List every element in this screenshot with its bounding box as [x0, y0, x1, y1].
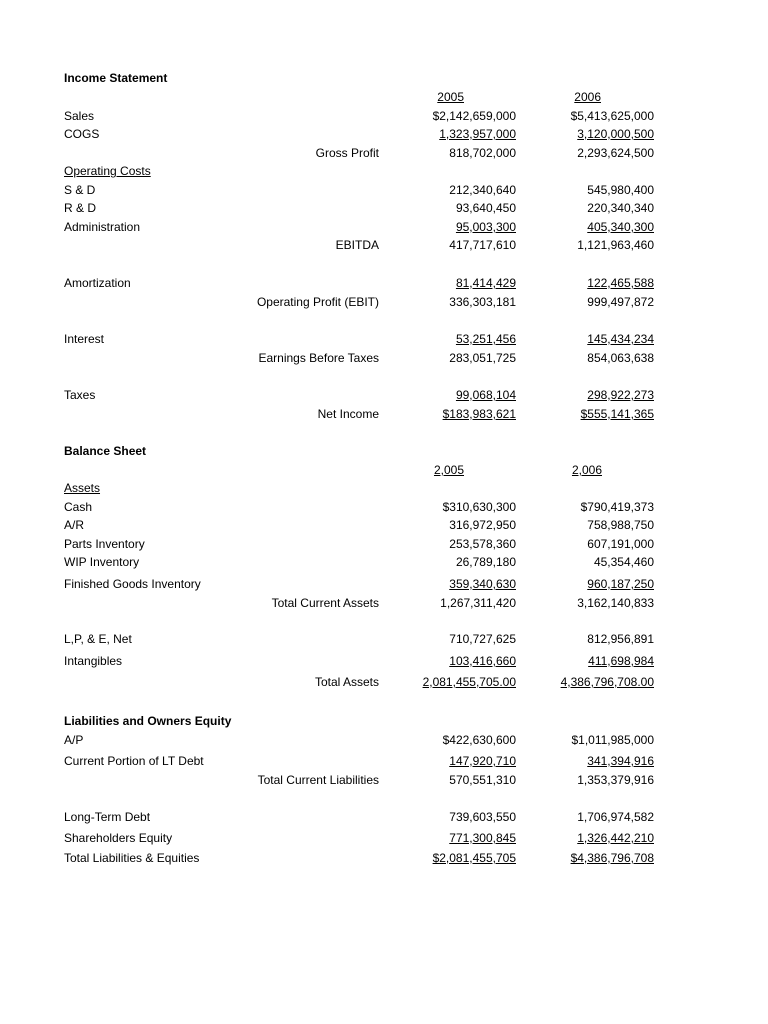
value-2005: 99,068,104 — [455, 388, 516, 402]
value-2006: 298,922,273 — [587, 388, 654, 402]
income-subtotal-row — [0, 350, 768, 366]
value-2006: $790,419,373 — [580, 500, 654, 514]
income-year-1: 2005 — [437, 90, 464, 104]
balance-total-row — [0, 850, 768, 866]
row-label: Intangibles — [64, 654, 123, 668]
row-label: Finished Goods Inventory — [64, 577, 201, 591]
balance-row — [0, 732, 768, 748]
balance-section-row — [0, 480, 768, 496]
balance-year-2: 2,006 — [571, 463, 602, 477]
value-2006: 405,340,300 — [587, 220, 654, 234]
value-2005: $183,983,621 — [442, 407, 516, 421]
section-label: Liabilities and Owners Equity — [64, 714, 232, 728]
value-2006: 220,340,340 — [587, 201, 654, 215]
value-2005: 2,081,455,705.00 — [422, 675, 516, 689]
row-label: A/P — [64, 733, 84, 747]
subtotal-label: Total Assets — [314, 675, 379, 689]
balance-row — [0, 753, 768, 769]
row-label: S & D — [64, 183, 96, 197]
value-2005: 771,300,845 — [449, 831, 516, 845]
subtotal-label: Gross Profit — [315, 146, 379, 160]
balance-row — [0, 499, 768, 515]
value-2006: 1,121,963,460 — [577, 238, 654, 252]
income-row — [0, 126, 768, 142]
value-2005: 253,578,360 — [449, 537, 516, 551]
subtotal-label: Operating Profit (EBIT) — [256, 295, 379, 309]
section-label: Assets — [64, 481, 101, 495]
income-subtotal-row — [0, 294, 768, 310]
row-label: L,P, & E, Net — [64, 632, 132, 646]
value-2006: 999,497,872 — [587, 295, 654, 309]
balance-row — [0, 631, 768, 647]
value-2006: 607,191,000 — [587, 537, 654, 551]
value-2006: 45,354,460 — [593, 555, 654, 569]
balance-total-row — [0, 674, 768, 690]
value-2005: 336,303,181 — [449, 295, 516, 309]
income-year-2: 2006 — [574, 90, 601, 104]
value-2005: 818,702,000 — [449, 146, 516, 160]
row-label: R & D — [64, 201, 97, 215]
income-subtotal-row — [0, 145, 768, 161]
row-label: Administration — [64, 220, 141, 234]
income-row — [0, 387, 768, 403]
income-section-row — [0, 163, 768, 179]
subtotal-label: Earnings Before Taxes — [258, 351, 379, 365]
value-2005: 283,051,725 — [449, 351, 516, 365]
row-label: Interest — [64, 332, 105, 346]
row-label: Current Portion of LT Debt — [64, 754, 204, 768]
value-2006: $555,141,365 — [580, 407, 654, 421]
balance-row — [0, 536, 768, 552]
value-2005: 147,920,710 — [449, 754, 516, 768]
value-2006: 145,434,234 — [587, 332, 654, 346]
value-2006: 1,353,379,916 — [577, 773, 654, 787]
value-2006: 122,465,588 — [587, 276, 654, 290]
row-label: Amortization — [64, 276, 131, 290]
value-2006: 1,706,974,582 — [577, 810, 654, 824]
value-2005: 359,340,630 — [449, 577, 516, 591]
row-label: Total Liabilities & Equities — [64, 851, 200, 865]
value-2006: $4,386,796,708 — [570, 851, 654, 865]
row-label: WIP Inventory — [64, 555, 140, 569]
balance-row — [0, 830, 768, 846]
value-2005: $2,142,659,000 — [432, 109, 516, 123]
income-row — [0, 219, 768, 235]
value-2005: 26,789,180 — [455, 555, 516, 569]
subtotal-label: Net Income — [317, 407, 379, 421]
value-2006: 3,162,140,833 — [577, 596, 654, 610]
value-2005: 570,551,310 — [449, 773, 516, 787]
value-2006: 812,956,891 — [587, 632, 654, 646]
balance-row — [0, 576, 768, 592]
value-2006: 4,386,796,708.00 — [560, 675, 654, 689]
balance-subtotal-row — [0, 772, 768, 788]
row-label: Parts Inventory — [64, 537, 145, 551]
value-2005: $422,630,600 — [442, 733, 516, 747]
value-2005: 417,717,610 — [449, 238, 516, 252]
income-row — [0, 275, 768, 291]
income-total-row — [0, 406, 768, 422]
value-2005: 93,640,450 — [455, 201, 516, 215]
balance-subtotal-row — [0, 595, 768, 611]
subtotal-label: Total Current Assets — [271, 596, 379, 610]
income-year-header-row — [0, 89, 768, 105]
value-2005: 95,003,300 — [455, 220, 516, 234]
balance-year-header-row — [0, 462, 768, 478]
value-2006: $1,011,985,000 — [571, 733, 654, 747]
balance-year-1: 2,005 — [433, 463, 464, 477]
value-2006: 341,394,916 — [587, 754, 654, 768]
value-2005: 1,323,957,000 — [439, 127, 516, 141]
value-2005: $310,630,300 — [442, 500, 516, 514]
income-subtotal-row — [0, 237, 768, 253]
income-row — [0, 182, 768, 198]
value-2005: 212,340,640 — [449, 183, 516, 197]
value-2005: 739,603,550 — [449, 810, 516, 824]
income-row — [0, 200, 768, 216]
income-statement-title-row — [0, 70, 768, 86]
value-2006: 2,293,624,500 — [577, 146, 654, 160]
balance-row — [0, 809, 768, 825]
row-label: Cash — [64, 500, 93, 514]
value-2006: 411,698,984 — [588, 654, 654, 668]
balance-sheet-title-row — [0, 443, 768, 459]
value-2005: 81,414,429 — [455, 276, 516, 290]
value-2006: $5,413,625,000 — [570, 109, 654, 123]
value-2006: 758,988,750 — [587, 518, 654, 532]
section-label: Operating Costs — [64, 164, 151, 178]
row-label: Taxes — [64, 388, 96, 402]
value-2006: 960,187,250 — [587, 577, 654, 591]
row-label: COGS — [64, 127, 100, 141]
subtotal-label: EBITDA — [335, 238, 379, 252]
value-2006: 854,063,638 — [587, 351, 654, 365]
value-2006: 545,980,400 — [587, 183, 654, 197]
value-2005: 53,251,456 — [455, 332, 516, 346]
value-2006: 3,120,000,500 — [577, 127, 654, 141]
value-2005: 710,727,625 — [449, 632, 516, 646]
value-2005: $2,081,455,705 — [432, 851, 516, 865]
income-statement-title: Income Statement — [64, 71, 168, 85]
row-label: A/R — [64, 518, 85, 532]
balance-row — [0, 653, 768, 669]
value-2006: 1,326,442,210 — [577, 831, 654, 845]
balance-row — [0, 554, 768, 570]
row-label: Long-Term Debt — [64, 810, 151, 824]
row-label: Shareholders Equity — [64, 831, 173, 845]
subtotal-label: Total Current Liabilities — [257, 773, 379, 787]
value-2005: 1,267,311,420 — [440, 596, 516, 610]
value-2005: 103,416,660 — [449, 654, 516, 668]
income-row — [0, 108, 768, 124]
row-label: Sales — [64, 109, 95, 123]
balance-sheet-title: Balance Sheet — [64, 444, 147, 458]
balance-row — [0, 517, 768, 533]
income-row — [0, 331, 768, 347]
balance-section-row — [0, 713, 768, 729]
value-2005: 316,972,950 — [449, 518, 516, 532]
